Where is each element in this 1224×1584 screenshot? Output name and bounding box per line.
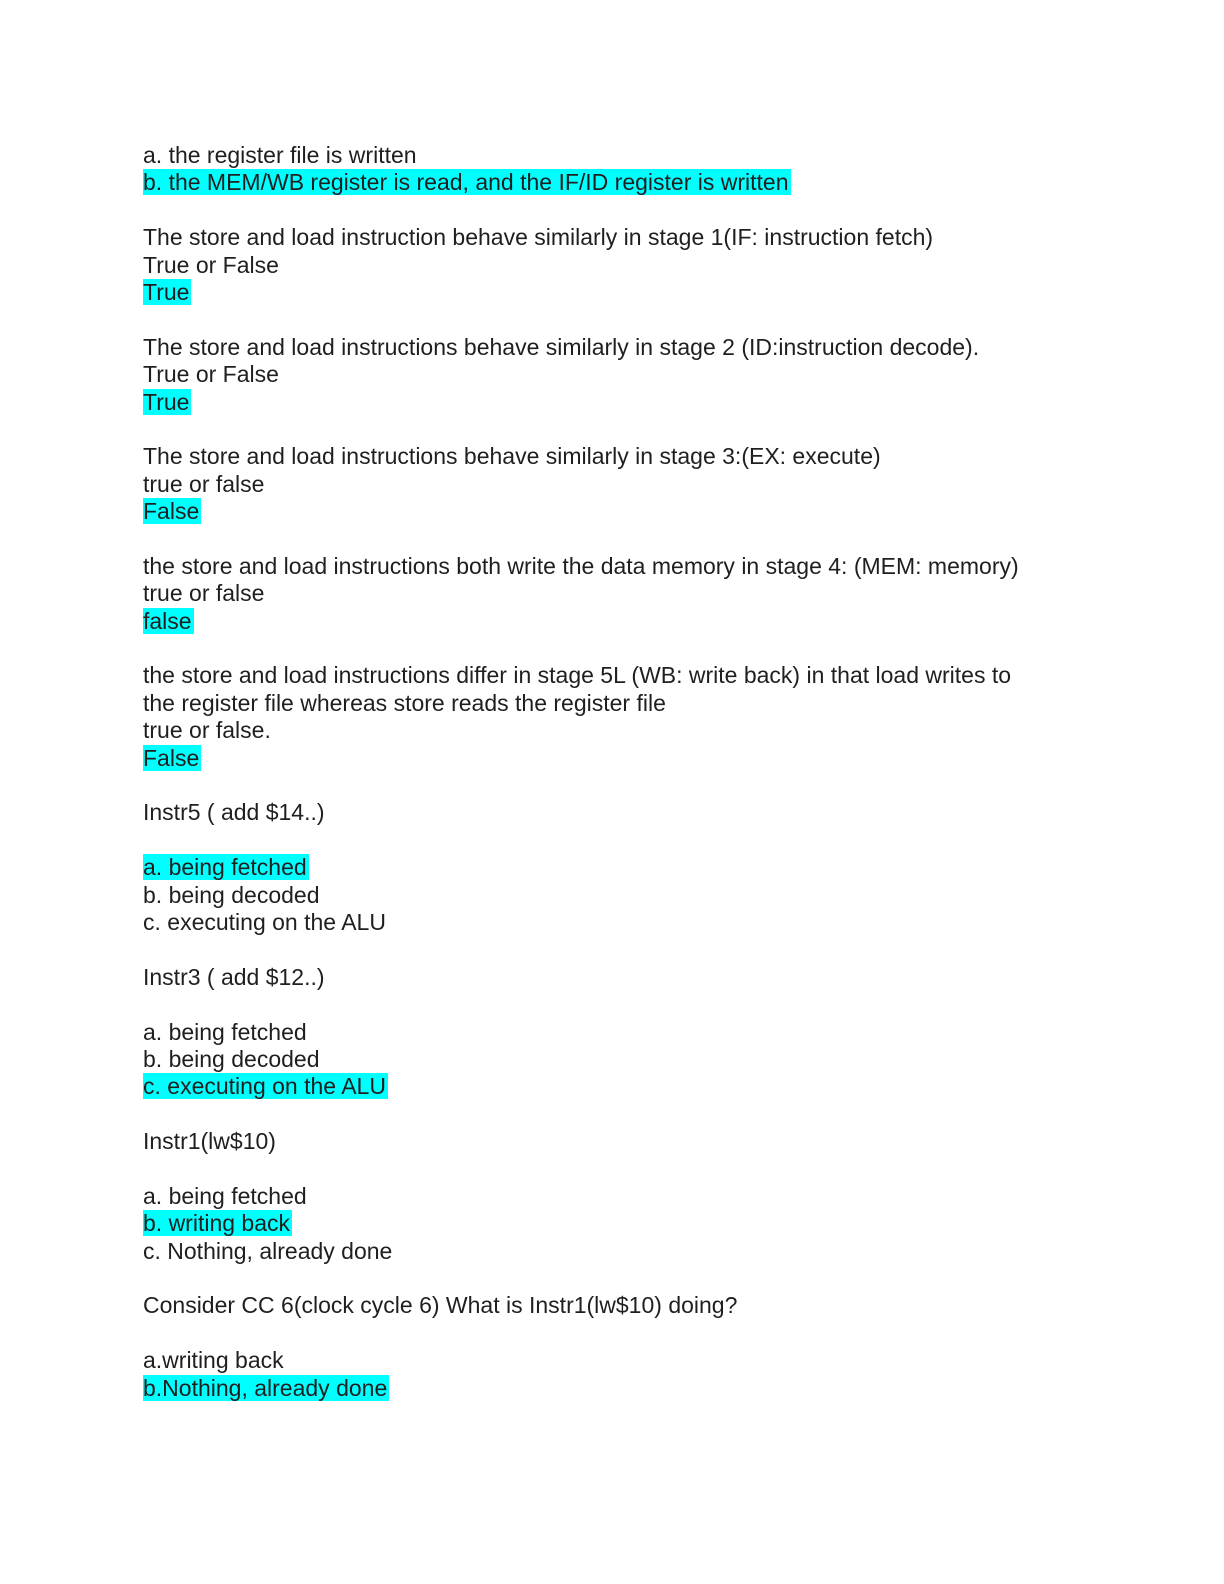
text-line xyxy=(143,909,1143,936)
blank-line xyxy=(143,991,1143,1018)
text-line xyxy=(143,334,1143,361)
highlighted-answer-line xyxy=(143,745,1143,772)
line-text: True or False xyxy=(143,251,279,278)
line-text: true or false xyxy=(143,470,265,497)
highlighted-answer-line xyxy=(143,389,1143,416)
highlighted-text: False xyxy=(143,498,200,525)
line-text: true or false xyxy=(143,580,265,607)
blank-line xyxy=(143,772,1143,799)
line-text: Instr1(lw$10) xyxy=(143,1128,276,1155)
highlighted-text: b. writing back xyxy=(143,1210,291,1237)
line-text: The store and load instructions behave similarly in stage 3:(EX: execute) xyxy=(143,443,881,470)
blank-line xyxy=(143,197,1143,224)
text-line xyxy=(143,1292,1143,1319)
text-line xyxy=(143,142,1143,169)
document-body xyxy=(143,142,1143,1402)
blank-line xyxy=(143,936,1143,963)
text-line xyxy=(143,662,1143,689)
text-line xyxy=(143,471,1143,498)
line-text: c. executing on the ALU xyxy=(143,908,386,935)
line-text: true or false. xyxy=(143,717,271,744)
blank-line xyxy=(143,827,1143,854)
highlighted-answer-line xyxy=(143,1210,1143,1237)
highlighted-text: True xyxy=(143,388,190,415)
text-line xyxy=(143,1019,1143,1046)
highlighted-text: a. being fetched xyxy=(143,854,307,881)
line-text: The store and load instructions behave similarly in stage 2 (ID:instruction decode). xyxy=(143,333,980,360)
line-text: b. being decoded xyxy=(143,1045,320,1072)
line-text: Consider CC 6(clock cycle 6) What is Instr1(lw$10) doing? xyxy=(143,1292,738,1319)
line-text: the store and load instructions both write the data memory in stage 4: (MEM: memory) xyxy=(143,552,1019,579)
line-text: a.writing back xyxy=(143,1347,284,1374)
line-text: The store and load instruction behave similarly in stage 1(IF: instruction fetch) xyxy=(143,224,934,251)
text-line xyxy=(143,1183,1143,1210)
line-text: True or False xyxy=(143,361,279,388)
blank-line xyxy=(143,1320,1143,1347)
highlighted-answer-line xyxy=(143,854,1143,881)
highlighted-text: c. executing on the ALU xyxy=(143,1073,386,1100)
line-text: a. the register file is written xyxy=(143,142,417,168)
highlighted-answer-line xyxy=(143,608,1143,635)
highlighted-answer-line xyxy=(143,169,1143,196)
line-text: c. Nothing, already done xyxy=(143,1237,393,1264)
text-line xyxy=(143,580,1143,607)
highlighted-text: True xyxy=(143,278,190,305)
text-line xyxy=(143,690,1143,717)
line-text: the register file whereas store reads the register file xyxy=(143,689,666,716)
highlighted-text: false xyxy=(143,607,192,634)
blank-line xyxy=(143,1265,1143,1292)
highlighted-text: False xyxy=(143,744,200,771)
text-line xyxy=(143,224,1143,251)
text-line xyxy=(143,882,1143,909)
blank-line xyxy=(143,306,1143,333)
blank-line xyxy=(143,635,1143,662)
highlighted-answer-line xyxy=(143,1073,1143,1100)
text-line xyxy=(143,252,1143,279)
text-line xyxy=(143,553,1143,580)
text-line xyxy=(143,1046,1143,1073)
text-line xyxy=(143,717,1143,744)
line-text: b. being decoded xyxy=(143,881,320,908)
highlighted-answer-line xyxy=(143,1375,1143,1402)
line-text: a. being fetched xyxy=(143,1018,307,1045)
line-text: Instr3 ( add $12..) xyxy=(143,963,325,990)
text-line xyxy=(143,361,1143,388)
blank-line xyxy=(143,1155,1143,1182)
blank-line xyxy=(143,1101,1143,1128)
blank-line xyxy=(143,416,1143,443)
highlighted-text: b. the MEM/WB register is read, and the IF/ID register is written xyxy=(143,169,789,196)
blank-line xyxy=(143,525,1143,552)
highlighted-answer-line xyxy=(143,279,1143,306)
text-line xyxy=(143,1128,1143,1155)
text-line xyxy=(143,1347,1143,1374)
line-text: Instr5 ( add $14..) xyxy=(143,799,325,826)
text-line xyxy=(143,443,1143,470)
text-line xyxy=(143,1238,1143,1265)
line-text: the store and load instructions differ in stage 5L (WB: write back) in that load writes to xyxy=(143,662,1012,689)
text-line xyxy=(143,799,1143,826)
line-text: a. being fetched xyxy=(143,1182,307,1209)
highlighted-text: b.Nothing, already done xyxy=(143,1374,388,1401)
highlighted-answer-line xyxy=(143,498,1143,525)
text-line xyxy=(143,964,1143,991)
